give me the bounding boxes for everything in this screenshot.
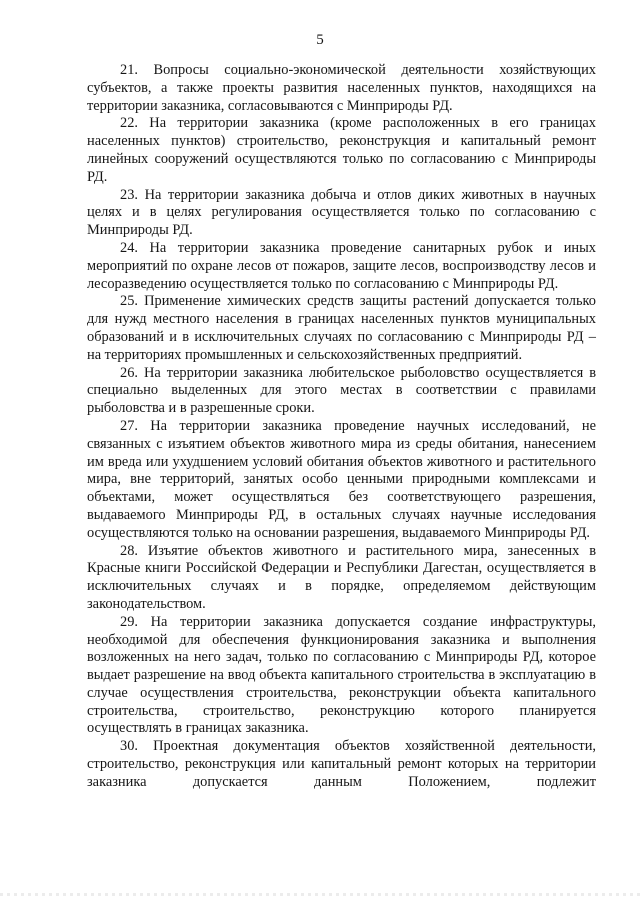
document-body xyxy=(87,62,596,792)
scan-edge-noise xyxy=(0,893,640,896)
paragraph-22: 22. На территории заказника (кроме расположенных в его границах населенных пунктов) строительство, реконструкция и капитальный ремонт линейных сооружений осуществляются только по согласованию с Минприроды РД. xyxy=(87,115,596,185)
page-number: 5 xyxy=(316,32,324,48)
paragraph-28: 28. Изъятие объектов животного и растительного мира, занесенных в Красные книги Российской Федерации и Республики Дагестан, осуществляется в исключительных случаях и в порядке, определяемом действующим законодательством. xyxy=(87,542,596,612)
paragraph-29: 29. На территории заказника допускается создание инфраструктуры, необходимой для обеспечения функционирования заказника и выполнения возложенных на него задач, только по согласованию с Минприроды РД, которое выдает разрешение на ввод объекта капитального строительства в эксплуатацию в случае осуществления строительства, реконструкции объекта капитального строительства, строительство, реконструкцию которого планируется осуществлять в границах заказника. xyxy=(87,613,596,737)
paragraph-27: 27. На территории заказника проведение научных исследований, не связанных с изъятием объектов животного мира из среды обитания, нанесением им вреда или ухудшением условий обитания объектов животного и растительного мира, вне территорий, занятых особо ценными природными комплексами и объектами, может осуществляться без соответствующего разрешения, выдаваемого Минприроды РД, в остальных случаях научные исследования осуществляются только на основании разрешения, выдаваемого Минприроды РД. xyxy=(87,417,596,541)
paragraph-24: 24. На территории заказника проведение санитарных рубок и иных мероприятий по охране лесов от пожаров, защите лесов, воспроизводству лесов и лесоразведению осуществляется только по согласованию с Минприроды РД. xyxy=(87,239,596,292)
paragraph-21: 21. Вопросы социально-экономической деятельности хозяйствующих субъектов, а также проекты развития населенных пунктов, находящихся на территории заказника, согласовываются с Минприроды РД. xyxy=(87,62,596,114)
paragraph-30: 30. Проектная документация объектов хозяйственной деятельности, строительство, реконструкция или капитальный ремонт которых на территории заказника допускается данным Положением, подлежит xyxy=(87,738,596,790)
paragraph-26: 26. На территории заказника любительское рыболовство осуществляется в специально выделенных для этого местах в соответствии с правилами рыболовства и в разрешенные сроки. xyxy=(87,364,596,417)
paragraph-25: 25. Применение химических средств защиты растений допускается только для нужд местного населения в границах населенных пунктов муниципальных образований и в исключительных случаях по согласованию с Минприроды РД – на территориях промышленных и сельскохозяйственных предприятий. xyxy=(87,293,596,363)
paragraph-23: 23. На территории заказника добыча и отлов диких животных в научных целях и в целях регулирования осуществляется только по согласованию с Минприроды РД. xyxy=(87,186,596,239)
